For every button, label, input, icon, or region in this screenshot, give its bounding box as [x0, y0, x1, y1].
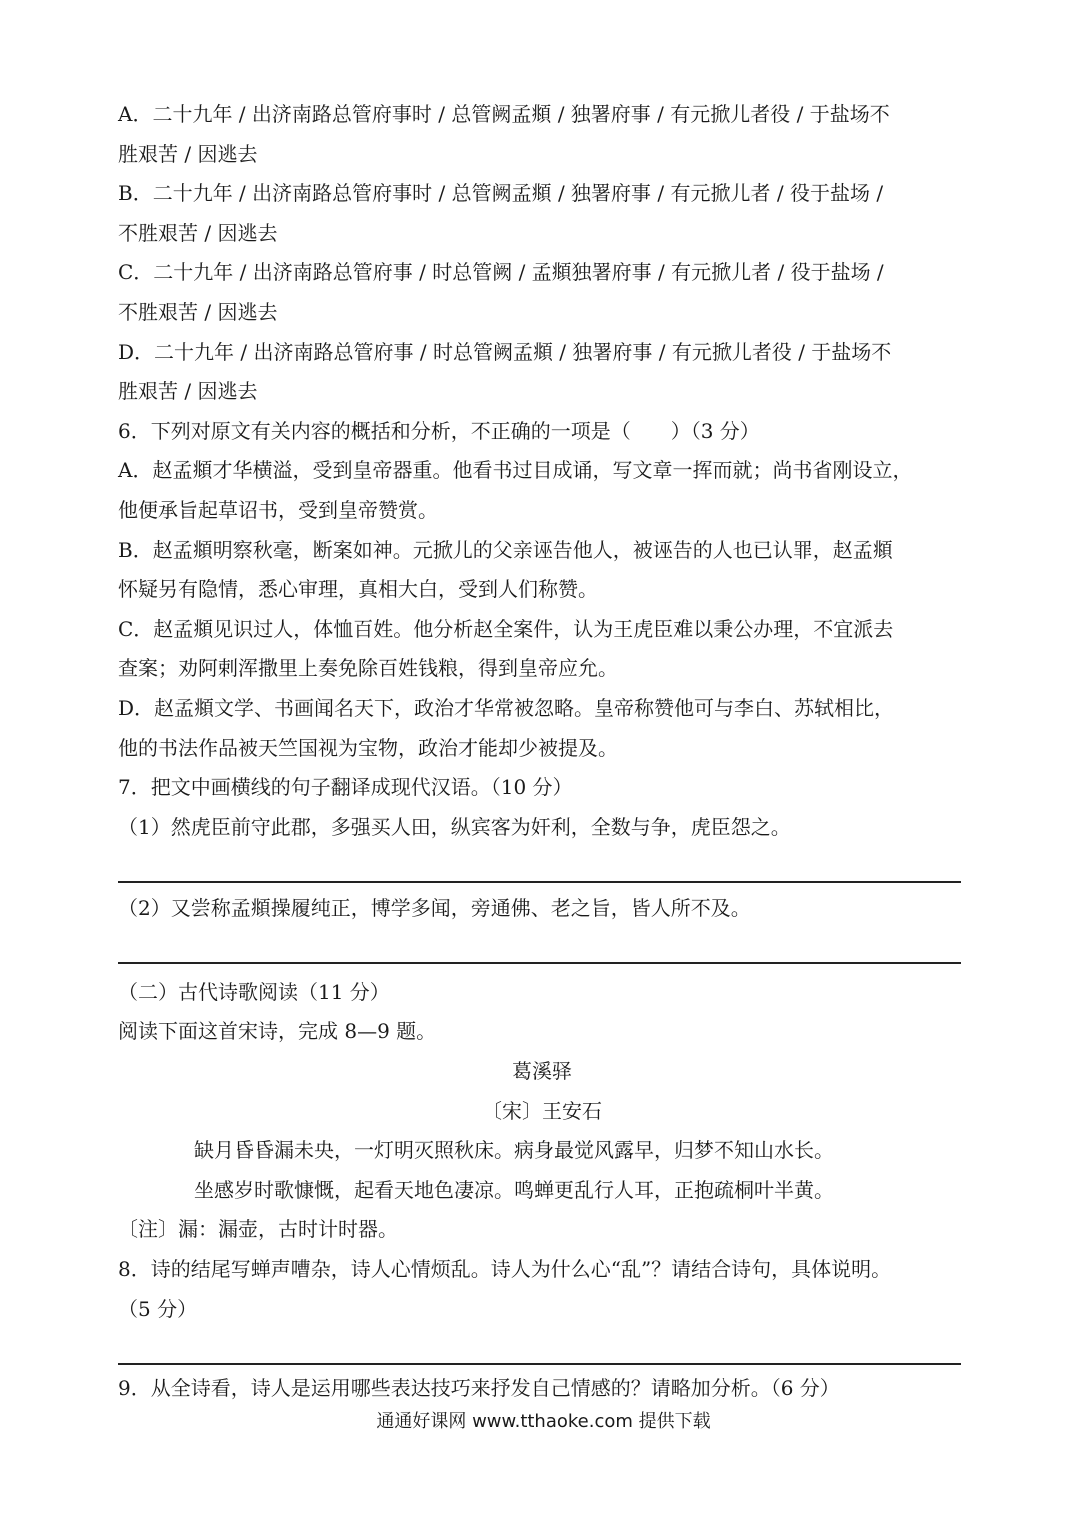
q5-option-b-line2: 不胜艰苦 / 因逃去: [118, 220, 278, 245]
answer-space: [118, 847, 966, 881]
answer-space: [118, 1329, 966, 1363]
q7-sub2: （2）又尝称孟頫操履纯正，博学多闻，旁通佛、老之旨，皆人所不及。: [118, 896, 751, 921]
section-title: （二）古代诗歌阅读（11 分）: [118, 979, 390, 1004]
section-intro: 阅读下面这首宋诗，完成 8—9 题。: [118, 1019, 437, 1044]
q6-option-d-line1: D．赵孟頫文学、书画闻名天下，政治才华常被忽略。皇帝称赞他可与李白、苏轼相比，: [118, 695, 895, 720]
q6-stem: 6．下列对原文有关内容的概括和分析，不正确的一项是（ ）（3 分）: [118, 418, 760, 443]
poem-title: 葛溪驿: [512, 1059, 572, 1084]
q6-option-c-line1: C．赵孟頫见识过人，体恤百姓。他分析赵全案件，认为王虎臣难以秉公办理，不宜派去: [118, 616, 894, 641]
q8-stem: 8．诗的结尾写蝉声嘈杂，诗人心情烦乱。诗人为什么心“乱”？请结合诗句，具体说明。: [118, 1257, 892, 1282]
q5-option-c-line2: 不胜艰苦 / 因逃去: [118, 299, 278, 324]
poem-note: 〔注〕漏：漏壶，古时计时器。: [118, 1217, 398, 1242]
q6-option-b-line2: 怀疑另有隐情，悉心审理，真相大白，受到人们称赞。: [118, 577, 598, 602]
q7-stem: 7．把文中画横线的句子翻译成现代汉语。（10 分）: [118, 775, 573, 800]
q6-option-c-line2: 查案；劝阿剌浑撒里上奏免除百姓钱粮，得到皇帝应允。: [118, 656, 618, 681]
q6-option-a-line2: 他便承旨起草诏书，受到皇帝赞赏。: [118, 497, 438, 522]
footer-watermark: 通通好课网 www.tthaoke.com 提供下载: [376, 1411, 711, 1432]
q5-option-d-line1: D．二十九年 / 出济南路总管府事 / 时总管阙孟頫 / 独署府事 / 有元掀儿者役 / 于盐场不: [118, 339, 892, 364]
q7-sub1: （1）然虎臣前守此郡，多强买人田，纵宾客为奸利，全数与争，虎臣怨之。: [118, 814, 791, 839]
poem-line: 坐感岁时歌慷慨，起看天地色凄凉。鸣蝉更乱行人耳，正抱疏桐叶半黄。: [194, 1177, 834, 1202]
q6-option-d-line2: 他的书法作品被天竺国视为宝物，政治才能却少被提及。: [118, 735, 618, 760]
answer-space: [118, 929, 966, 962]
spacer: [118, 964, 966, 973]
q9-stem: 9．从全诗看，诗人是运用哪些表达技巧来抒发自己情感的？请略加分析。（6 分）: [118, 1376, 840, 1401]
q5-option-a-line1: A．二十九年 / 出济南路总管府事时 / 总管阙孟頫 / 独署府事 / 有元掀儿者役 / 于盐场不: [118, 102, 890, 126]
poem-author: 〔宋〕王安石: [482, 1098, 602, 1123]
q6-option-a-line1: A．赵孟頫才华横溢，受到皇帝器重。他看书过目成诵，写文章一挥而就；尚书省刚设立，: [118, 458, 913, 483]
q5-option-c-line1: C．二十九年 / 出济南路总管府事 / 时总管阙 / 孟頫独署府事 / 有元掀儿者 / 役于盐场 /: [118, 260, 884, 285]
q5-option-a-line2: 胜艰苦 / 因逃去: [118, 141, 258, 166]
q6-option-b-line1: B．赵孟頫明察秋毫，断案如神。元掀儿的父亲诬告他人，被诬告的人也已认罪，赵孟頫: [118, 537, 893, 562]
document-body: [118, 95, 966, 1409]
q5-option-b-line1: B．二十九年 / 出济南路总管府事时 / 总管阙孟頫 / 独署府事 / 有元掀儿者 / 役于盐场 /: [118, 181, 884, 206]
poem-line: 缺月昏昏漏未央，一灯明灭照秋床。病身最觉风露早，归梦不知山水长。: [194, 1138, 834, 1163]
q5-option-d-line2: 胜艰苦 / 因逃去: [118, 379, 258, 404]
q8-score: （5 分）: [118, 1296, 198, 1321]
